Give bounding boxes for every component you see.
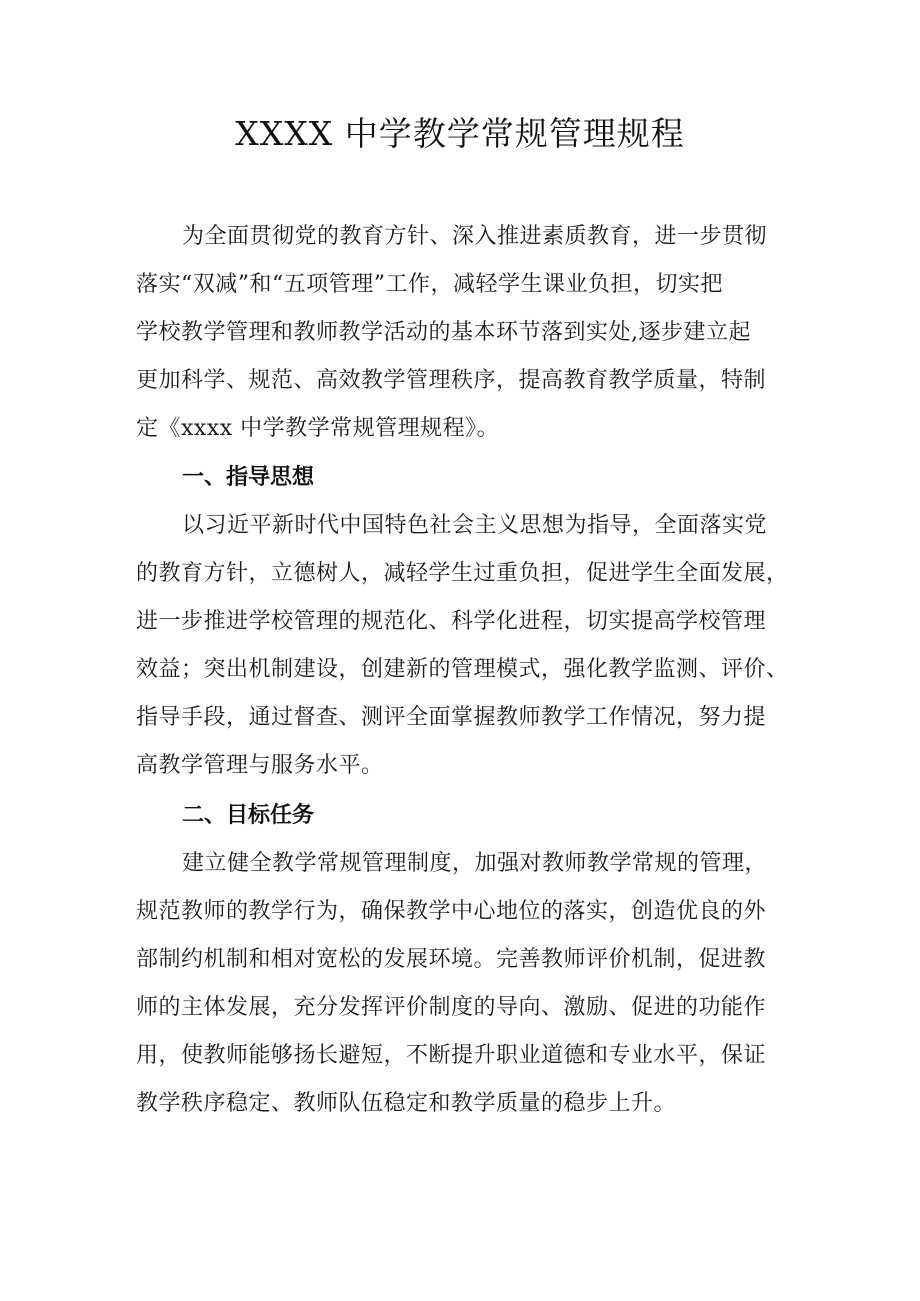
paragraph-line: 学校教学管理和教师教学活动的基本环节落到实处,逐步建立起 [136,320,751,345]
paragraph-line: 指导手段，通过督查、测评全面掌握教师教学工作情况，努力提 [136,705,767,730]
paragraph-line: 高教学管理与服务水平。 [136,753,384,778]
section-paragraph-goals-tasks [136,840,796,1128]
paragraph-line: 更加科学、规范、高效教学管理秩序，提高教育教学质量，特制 [136,368,767,393]
paragraph-line: 教学秩序稳定、教师队伍稳定和教学质量的稳步上升。 [136,1091,677,1116]
paragraph-line: 部制约机制和相对宽松的发展环境。完善教师评价机制，促进教 [136,947,767,972]
paragraph-line: 师的主体发展，充分发挥评价制度的导向、激励、促进的功能作 [136,995,767,1020]
section-paragraph-guiding-ideology [136,502,796,790]
paragraph-line: 为全面贯彻党的教育方针、深入推进素质教育，进一步贯彻 [182,224,768,249]
section-heading-guiding-ideology: 一、指导思想 [182,465,315,490]
intro-paragraph [136,213,796,453]
paragraph-line: 落实“双减”和“五项管理”工作，减轻学生课业负担，切实把 [136,272,723,297]
paragraph-line: 定《xxxx 中学教学常规管理规程》。 [136,416,500,441]
paragraph-line: 建立健全教学常规管理制度，加强对教师教学常规的管理， [182,851,768,876]
paragraph-line: 进一步推进学校管理的规范化、科学化进程，切实提高学校管理 [136,609,767,634]
paragraph-line: 以习近平新时代中国特色社会主义思想为指导，全面落实党 [182,513,768,538]
document-title: XXXX 中学教学常规管理规程 [235,114,685,153]
paragraph-line: 规范教师的教学行为，确保教学中心地位的落实，创造优良的外 [136,899,767,924]
paragraph-line: 的教育方针，立德树人，减轻学生过重负担，促进学生全面发展， [136,561,789,586]
section-heading-goals-tasks: 二、目标任务 [182,803,315,828]
paragraph-line: 用，使教师能够扬长避短，不断提升职业道德和专业水平，保证 [136,1043,767,1068]
paragraph-line: 效益；突出机制建设，创建新的管理模式，强化教学监测、评价、 [136,657,789,682]
